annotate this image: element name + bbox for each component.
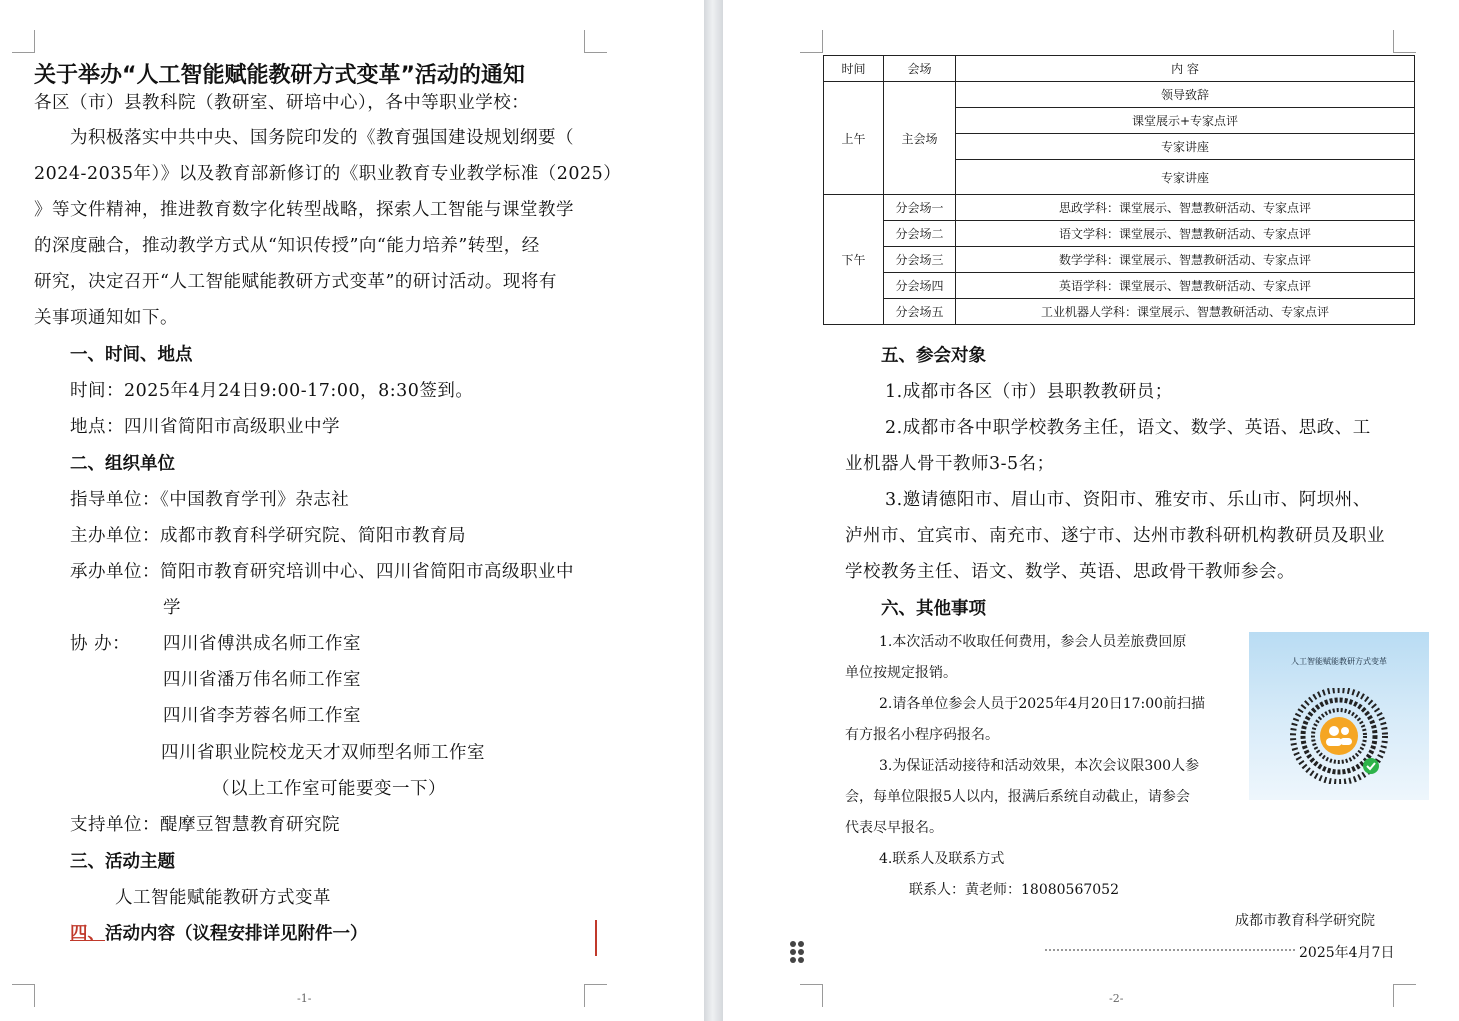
salutation: 各区（市）县教科院（教研室、研培中心），各中等职业学校：: [34, 93, 530, 113]
schedule-table: [823, 55, 1415, 325]
intro-line: 的深度融合，推动教学方式从“知识传授”向“能力培养”转型，经: [34, 236, 540, 256]
time-cell-morning: 上午: [824, 82, 884, 195]
intro-line: 2024-2035年）》以及教育部新修订的《职业教育专业教学标准（2025）: [34, 164, 622, 184]
signature-org: 成都市教育科学研究院: [1235, 913, 1375, 929]
drag-handle-icon[interactable]: [789, 940, 809, 964]
registration-qr-image: [1249, 632, 1429, 800]
event-time: 时间：2025年4月24日9:00-17:00，8:30签到。: [70, 381, 474, 401]
crop-mark: [12, 984, 35, 1007]
other-item: 2.请各单位参会人员于2025年4月20日17:00前扫描: [879, 696, 1206, 712]
table-cell: 数学学科：课堂展示、智慧教研活动、专家点评: [956, 247, 1415, 273]
text-cursor: [595, 920, 597, 956]
crop-mark: [584, 984, 607, 1007]
venue-cell: 分会场二: [884, 221, 956, 247]
crop-mark: [1393, 30, 1416, 53]
other-item-cont: 有方报名小程序码报名。: [845, 727, 999, 743]
co-organizer-label: 协 办：: [70, 634, 131, 654]
crop-mark: [1393, 984, 1416, 1007]
qr-code-icon: [1289, 688, 1389, 784]
activity-theme: 人工智能赋能教研方式变革: [115, 888, 331, 908]
other-item-cont: 代表尽早报名。: [845, 820, 943, 836]
attendee-item: 2.成都市各中职学校教务主任，语文、数学、英语、思政、工: [885, 418, 1371, 438]
co-organizer: 四川省傅洪成名师工作室: [163, 634, 361, 654]
crop-mark: [584, 30, 607, 53]
venue-cell: 分会场一: [884, 195, 956, 221]
event-place: 地点：四川省简阳市高级职业中学: [70, 417, 340, 437]
co-organizer: 四川省职业院校龙天才双师型名师工作室: [161, 743, 485, 763]
organizer-note: （以上工作室可能要变一下）: [212, 779, 446, 799]
contact-info: 联系人：黄老师：18080567052: [909, 882, 1119, 898]
section-heading: 五、参会对象: [881, 346, 986, 366]
document-title: 关于举办“人工智能赋能教研方式变革”活动的通知: [34, 63, 525, 88]
intro-line: 关事项通知如下。: [34, 308, 178, 328]
table-header: 内 容: [956, 56, 1415, 82]
table-cell: 课堂展示+专家点评: [956, 108, 1415, 134]
attendee-item-cont: 泸州市、宜宾市、南充市、遂宁市、达州市教科研机构教研员及职业: [845, 526, 1385, 546]
crop-mark: [800, 30, 823, 53]
other-item-cont: 会，每单位限报5人以内，报满后系统自动截止，请参会: [845, 789, 1190, 805]
document-page-2: [723, 0, 1459, 1021]
section-heading: 二、组织单位: [70, 454, 175, 474]
co-organizer: 四川省李芳蓉名师工作室: [163, 706, 361, 726]
page-number: -1-: [297, 992, 312, 1005]
intro-line: 为积极落实中共中央、国务院印发的《教育强国建设规划纲要（: [70, 128, 574, 148]
table-header: 时间: [824, 56, 884, 82]
other-item: 1.本次活动不收取任何费用，参会人员差旅费回原: [879, 634, 1187, 650]
table-cell: 语文学科：课堂展示、智慧教研活动、专家点评: [956, 221, 1415, 247]
attendee-item-cont: 业机器人骨干教师3-5名；: [845, 454, 1055, 474]
attendee-item: 3.邀请德阳市、眉山市、资阳市、雅安市、乐山市、阿坝州、: [885, 490, 1371, 510]
venue-cell-main: 主会场: [884, 82, 956, 195]
attendee-item: 1.成都市各区（市）县职教教研员；: [885, 382, 1173, 402]
section-heading: 六、其他事项: [881, 599, 986, 619]
other-item: 3.为保证活动接待和活动效果，本次会议限300人参: [879, 758, 1200, 774]
section-number: 四、: [70, 924, 105, 944]
page-gutter: [704, 0, 723, 1021]
signature-date: 2025年4月7日: [1299, 945, 1395, 961]
section-heading: 三、活动主题: [70, 852, 175, 872]
dotted-leader: [1045, 949, 1295, 951]
co-organizer: 四川省潘万伟名师工作室: [163, 670, 361, 690]
table-cell: 英语学科：课堂展示、智慧教研活动、专家点评: [956, 273, 1415, 299]
guide-unit: 指导单位：《中国教育学刊》杂志社: [70, 490, 350, 510]
document-page-1: [0, 0, 704, 1021]
time-cell-afternoon: 下午: [824, 195, 884, 325]
venue-cell: 分会场五: [884, 299, 956, 325]
venue-cell: 分会场四: [884, 273, 956, 299]
other-item-cont: 单位按规定报销。: [845, 665, 957, 681]
table-cell: 领导致辞: [956, 82, 1415, 108]
organizer-unit: 承办单位：简阳市教育研究培训中心、四川省简阳市高级职业中: [70, 562, 574, 582]
crop-mark: [800, 984, 823, 1007]
table-cell: 专家讲座: [956, 134, 1415, 160]
section-heading: 一、时间、地点: [70, 345, 193, 365]
host-unit: 主办单位：成都市教育科学研究院、简阳市教育局: [70, 526, 466, 546]
qr-title: 人工智能赋能教研方式变革: [1291, 657, 1387, 666]
attendee-item-cont: 学校教务主任、语文、数学、英语、思政骨干教师参会。: [845, 562, 1295, 582]
table-cell: 思政学科：课堂展示、智慧教研活动、专家点评: [956, 195, 1415, 221]
crop-mark: [12, 30, 35, 53]
page-number: -2-: [1109, 992, 1124, 1005]
venue-cell: 分会场三: [884, 247, 956, 273]
support-unit: 支持单位：醍摩豆智慧教育研究院: [70, 815, 340, 835]
organizer-unit-cont: 学: [163, 598, 181, 618]
table-cell: 专家讲座: [956, 160, 1415, 195]
intro-line: 》等文件精神，推进教育数字化转型战略，探索人工智能与课堂教学: [34, 200, 574, 220]
table-header: 会场: [884, 56, 956, 82]
section-heading: 活动内容（议程安排详见附件一）: [105, 924, 368, 944]
other-item: 4.联系人及联系方式: [879, 851, 1005, 867]
table-cell: 工业机器人学科：课堂展示、智慧教研活动、专家点评: [956, 299, 1415, 325]
intro-line: 研究，决定召开“人工智能赋能教研方式变革”的研讨活动。现将有: [34, 272, 557, 292]
